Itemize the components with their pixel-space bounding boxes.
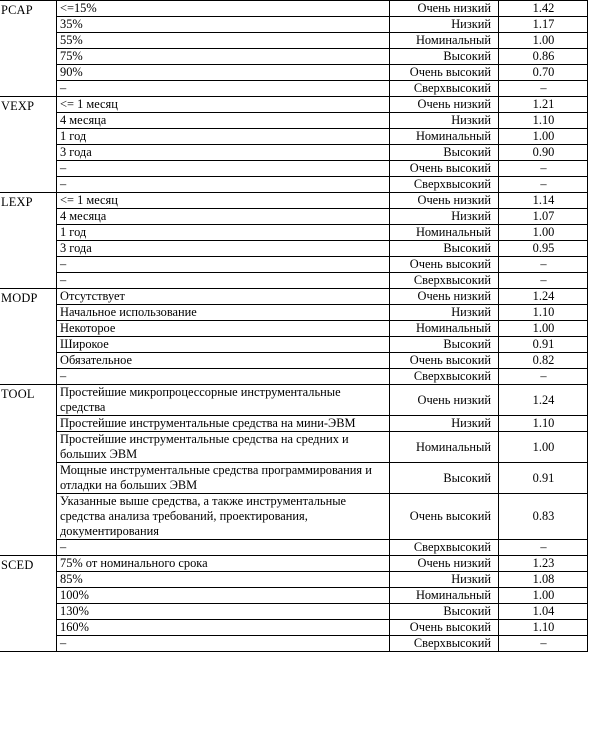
- level-cell: Сверхвысокий: [390, 81, 499, 97]
- factor-cell: VEXP: [0, 97, 57, 193]
- value-cell: 1.23: [499, 556, 588, 572]
- description-cell: Обязательное: [57, 353, 390, 369]
- description-cell: 4 месяца: [57, 209, 390, 225]
- value-cell: –: [499, 257, 588, 273]
- value-cell: 0.82: [499, 353, 588, 369]
- description-cell: 75%: [57, 49, 390, 65]
- table-row: [0, 337, 588, 353]
- table-row: [0, 1, 588, 17]
- level-cell: Сверхвысокий: [390, 273, 499, 289]
- value-cell: 0.90: [499, 145, 588, 161]
- value-cell: –: [499, 81, 588, 97]
- level-cell: Номинальный: [390, 33, 499, 49]
- table-row: [0, 620, 588, 636]
- description-cell: –: [57, 636, 390, 652]
- table-row: [0, 353, 588, 369]
- value-cell: –: [499, 369, 588, 385]
- level-cell: Низкий: [390, 209, 499, 225]
- table-row: [0, 17, 588, 33]
- description-cell: –: [57, 273, 390, 289]
- description-cell: Отсутствует: [57, 289, 390, 305]
- description-cell: 1 год: [57, 225, 390, 241]
- description-cell: –: [57, 177, 390, 193]
- level-cell: Номинальный: [390, 588, 499, 604]
- table-row: [0, 49, 588, 65]
- table-row: [0, 369, 588, 385]
- description-cell: 1 год: [57, 129, 390, 145]
- level-cell: Очень низкий: [390, 193, 499, 209]
- value-cell: 1.07: [499, 209, 588, 225]
- level-cell: Низкий: [390, 17, 499, 33]
- description-cell: Широкое: [57, 337, 390, 353]
- value-cell: 1.24: [499, 385, 588, 416]
- description-cell: <= 1 месяц: [57, 193, 390, 209]
- description-cell: 100%: [57, 588, 390, 604]
- level-cell: Номинальный: [390, 432, 499, 463]
- value-cell: 1.00: [499, 588, 588, 604]
- level-cell: Номинальный: [390, 321, 499, 337]
- factor-cell: SCED: [0, 556, 57, 652]
- value-cell: 0.70: [499, 65, 588, 81]
- value-cell: 1.10: [499, 620, 588, 636]
- value-cell: 1.42: [499, 1, 588, 17]
- level-cell: Низкий: [390, 113, 499, 129]
- table-row: [0, 494, 588, 540]
- level-cell: Высокий: [390, 337, 499, 353]
- table-row: [0, 321, 588, 337]
- level-cell: Высокий: [390, 49, 499, 65]
- value-cell: 1.00: [499, 432, 588, 463]
- level-cell: Очень низкий: [390, 289, 499, 305]
- value-cell: 1.10: [499, 305, 588, 321]
- table-row: [0, 588, 588, 604]
- level-cell: Сверхвысокий: [390, 636, 499, 652]
- table-row: [0, 225, 588, 241]
- table-row: [0, 193, 588, 209]
- level-cell: Низкий: [390, 572, 499, 588]
- table-row: [0, 636, 588, 652]
- description-cell: 55%: [57, 33, 390, 49]
- description-cell: Начальное использование: [57, 305, 390, 321]
- description-cell: 4 месяца: [57, 113, 390, 129]
- level-cell: Сверхвысокий: [390, 369, 499, 385]
- description-cell: 90%: [57, 65, 390, 81]
- value-cell: –: [499, 540, 588, 556]
- factor-cell: LEXP: [0, 193, 57, 289]
- table-row: [0, 65, 588, 81]
- level-cell: Очень низкий: [390, 1, 499, 17]
- table-row: [0, 432, 588, 463]
- level-cell: Высокий: [390, 463, 499, 494]
- level-cell: Номинальный: [390, 129, 499, 145]
- table-row: [0, 129, 588, 145]
- description-cell: –: [57, 257, 390, 273]
- level-cell: Очень низкий: [390, 97, 499, 113]
- level-cell: Очень низкий: [390, 385, 499, 416]
- description-cell: –: [57, 540, 390, 556]
- value-cell: 1.10: [499, 113, 588, 129]
- value-cell: 1.10: [499, 416, 588, 432]
- table-row: [0, 161, 588, 177]
- description-cell: 130%: [57, 604, 390, 620]
- table-row: [0, 33, 588, 49]
- value-cell: 0.95: [499, 241, 588, 257]
- description-cell: 35%: [57, 17, 390, 33]
- value-cell: 0.91: [499, 337, 588, 353]
- level-cell: Высокий: [390, 241, 499, 257]
- value-cell: 1.24: [499, 289, 588, 305]
- table-row: [0, 273, 588, 289]
- value-cell: 0.91: [499, 463, 588, 494]
- value-cell: –: [499, 177, 588, 193]
- table-row: [0, 97, 588, 113]
- value-cell: 0.86: [499, 49, 588, 65]
- table-row: [0, 540, 588, 556]
- value-cell: 1.00: [499, 33, 588, 49]
- table-row: [0, 463, 588, 494]
- description-cell: Простейшие инструментальные средства на средних и больших ЭВМ: [57, 432, 390, 463]
- description-cell: 75% от номинального срока: [57, 556, 390, 572]
- description-cell: <=15%: [57, 1, 390, 17]
- level-cell: Низкий: [390, 305, 499, 321]
- table-row: [0, 305, 588, 321]
- level-cell: Сверхвысокий: [390, 177, 499, 193]
- table-row: [0, 81, 588, 97]
- description-cell: Простейшие инструментальные средства на мини-ЭВМ: [57, 416, 390, 432]
- description-cell: 85%: [57, 572, 390, 588]
- table-row: [0, 209, 588, 225]
- level-cell: Очень низкий: [390, 556, 499, 572]
- description-cell: –: [57, 369, 390, 385]
- value-cell: 1.21: [499, 97, 588, 113]
- table-row: [0, 385, 588, 416]
- description-cell: <= 1 месяц: [57, 97, 390, 113]
- table-row: [0, 145, 588, 161]
- level-cell: Очень высокий: [390, 257, 499, 273]
- value-cell: –: [499, 273, 588, 289]
- table-row: [0, 572, 588, 588]
- table-row: [0, 416, 588, 432]
- level-cell: Очень высокий: [390, 161, 499, 177]
- level-cell: Очень высокий: [390, 494, 499, 540]
- factor-cell: MODP: [0, 289, 57, 385]
- description-cell: –: [57, 161, 390, 177]
- description-cell: Некоторое: [57, 321, 390, 337]
- description-cell: 3 года: [57, 145, 390, 161]
- level-cell: Высокий: [390, 145, 499, 161]
- factor-cell: PCAP: [0, 1, 57, 97]
- table-row: [0, 556, 588, 572]
- value-cell: 1.04: [499, 604, 588, 620]
- table-row: [0, 604, 588, 620]
- value-cell: 1.00: [499, 225, 588, 241]
- value-cell: –: [499, 636, 588, 652]
- level-cell: Очень высокий: [390, 65, 499, 81]
- table-row: [0, 241, 588, 257]
- description-cell: Мощные инструментальные средства программирования и отладки на больших ЭВМ: [57, 463, 390, 494]
- level-cell: Номинальный: [390, 225, 499, 241]
- value-cell: 1.14: [499, 193, 588, 209]
- value-cell: –: [499, 161, 588, 177]
- table-row: [0, 177, 588, 193]
- level-cell: Очень высокий: [390, 353, 499, 369]
- level-cell: Сверхвысокий: [390, 540, 499, 556]
- level-cell: Низкий: [390, 416, 499, 432]
- level-cell: Очень высокий: [390, 620, 499, 636]
- value-cell: 1.00: [499, 321, 588, 337]
- value-cell: 1.08: [499, 572, 588, 588]
- table-row: [0, 289, 588, 305]
- value-cell: 1.17: [499, 17, 588, 33]
- factor-cell: TOOL: [0, 385, 57, 556]
- value-cell: 0.83: [499, 494, 588, 540]
- description-cell: Простейшие микропроцессорные инструментальные средства: [57, 385, 390, 416]
- description-cell: Указанные выше средства, а также инструментальные средства анализа требований, проектирования, документирования: [57, 494, 390, 540]
- table-row: [0, 257, 588, 273]
- description-cell: 3 года: [57, 241, 390, 257]
- table-row: [0, 113, 588, 129]
- level-cell: Высокий: [390, 604, 499, 620]
- value-cell: 1.00: [499, 129, 588, 145]
- description-cell: –: [57, 81, 390, 97]
- description-cell: 160%: [57, 620, 390, 636]
